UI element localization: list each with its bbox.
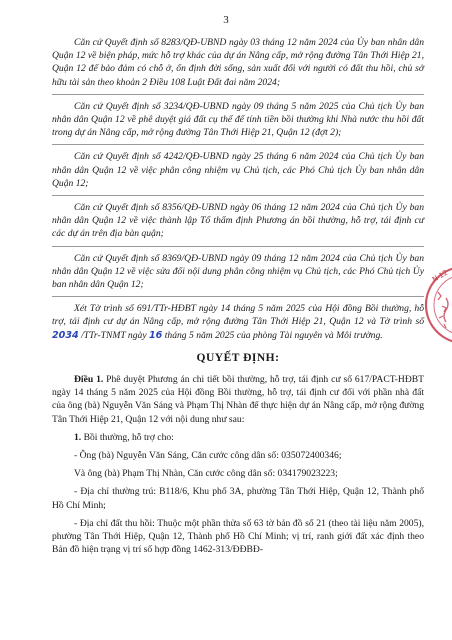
preamble-decision-3234: Căn cứ Quyết định số 3234/QĐ-UBND ngày 09 tháng 5 năm 2025 của Chủ tịch Ủy ban nhân dân Quận 12 về phê duyệt giá đất cụ thể để tính tiền bồi thường khi Nhà nước thu hồi đất trong dự án Nâng cấp, mở rộng đường Tân Thới Hiệp 21, Quận 12 (đợt 2); [52,100,424,139]
divider [52,296,424,297]
handwritten-number: 2034 [52,329,79,341]
section-1-number: 1. [74,431,82,443]
article-1 [52,373,424,426]
item-owner-1: - Ông (bà) Nguyễn Văn Sáng, Căn cước công dân số: 035072400346; [74,450,342,462]
consideration-text-3: tháng 5 năm 2025 của phòng Tài nguyên và Môi trường. [162,329,383,341]
item-owner-2: Và ông (bà) Phạm Thị Nhàn, Căn cước công dân số: 034179023223; [74,468,338,480]
consideration-text-1: Xét Tờ trình số 691/TTr-HĐBT ngày 14 tháng 5 năm 2025 của Hội đồng Bồi thường, hỗ trợ, tái định cư dự án Nâng cấp, mở rộng đường Tân Thới Hiệp 21, Quận 12 và Tờ trình số [52,303,424,328]
handwritten-day: 16 [148,329,163,341]
page-number: 3 [223,14,229,26]
divider [52,246,424,247]
article-1-text: Phê duyệt Phương án chi tiết bồi thường, hỗ trợ, tái định cư số 617/PACT-HĐBT ngày 14 tháng 5 năm 2025 của Hội đồng Bồi thường, hỗ trợ, tái định cư đối với phần nhà đất của ông (bà) Nguyễn Văn Sáng và Phạm Thị Nhàn để thực hiện dự án Nâng cấp, mở rộng đường Tân Thới Hiệp 21, Quận 12 với nội dung như sau: [52,374,425,425]
consideration-paragraph [52,302,424,342]
document-body [52,36,424,562]
preamble-decision-4242: Căn cứ Quyết định số 4242/QĐ-UBND ngày 25 tháng 6 năm 2024 của Chủ tịch Ủy ban nhân dân Quận 12 về việc phân công nhiệm vụ Chủ tịch, các Phó Chủ tịch Ủy ban nhân dân Quận 12; [52,151,424,189]
item-residence-address: - Địa chỉ thường trú: B118/6, Khu phố 3A, phường Tân Thới Hiệp, Quận 12, Thành phố Hồ Chí Minh; [52,486,424,511]
divider [52,195,424,196]
divider [52,144,424,145]
item-land-address: - Địa chỉ đất thu hồi: Thuộc một phần thửa số 63 tờ bản đồ số 21 (theo tài liệu năm 2005), phường Tân Thới Hiệp, Quận 12, Thành phố Hồ Chí Minh; vị trí, ranh giới đất xác định theo Bản đồ hiện trạng vị trí số hợp đồng 1462-313/ĐĐBĐ- [52,517,424,556]
divider [52,94,424,95]
preamble-decision-8356: Căn cứ Quyết định số 8356/QĐ-UBND ngày 06 tháng 12 năm 2024 của Chủ tịch Ủy ban nhân dân Quận 12 về việc thành lập Tổ thẩm định Phương án bồi thường, hỗ trợ, tái định cư các dự án trên địa bàn quận; [52,202,424,240]
consideration-text-2: /TTr-TNMT ngày [78,329,149,341]
preamble-decision-8283: Căn cứ Quyết định số 8283/QĐ-UBND ngày 03 tháng 12 năm 2024 của Ủy ban nhân dân Quận 12 về biện pháp, mức hỗ trợ khác của dự án Nâng cấp, mở rộng đường Tân Thới Hiệp 21, Quận 12 để bảo đảm có chỗ ở, ổn định đời sống, sản xuất đối với người có đất thu hồi, chủ sở hữu tài sản theo khoản 2 Điều 108 Luật Đất đai năm 2024; [52,37,424,88]
section-1-text: Bồi thường, hỗ trợ cho: [81,431,174,443]
seal-lettering: N 12 [431,268,450,284]
section-1-heading [52,431,424,444]
preamble-decision-8369: Căn cứ Quyết định số 8369/QĐ-UBND ngày 09 tháng 12 năm 2024 của Chủ tịch Ủy ban nhân dân Quận 12 về việc sửa đổi nội dung phân công nhiệm vụ Chủ tịch, các Phó Chủ tịch Ủy ban nhân dân Quận 12; [52,252,424,291]
seal-stamp-icon [424,262,452,348]
article-1-label: Điều 1. [74,374,104,386]
decision-heading: QUYẾT ĐỊNH: [196,351,280,364]
